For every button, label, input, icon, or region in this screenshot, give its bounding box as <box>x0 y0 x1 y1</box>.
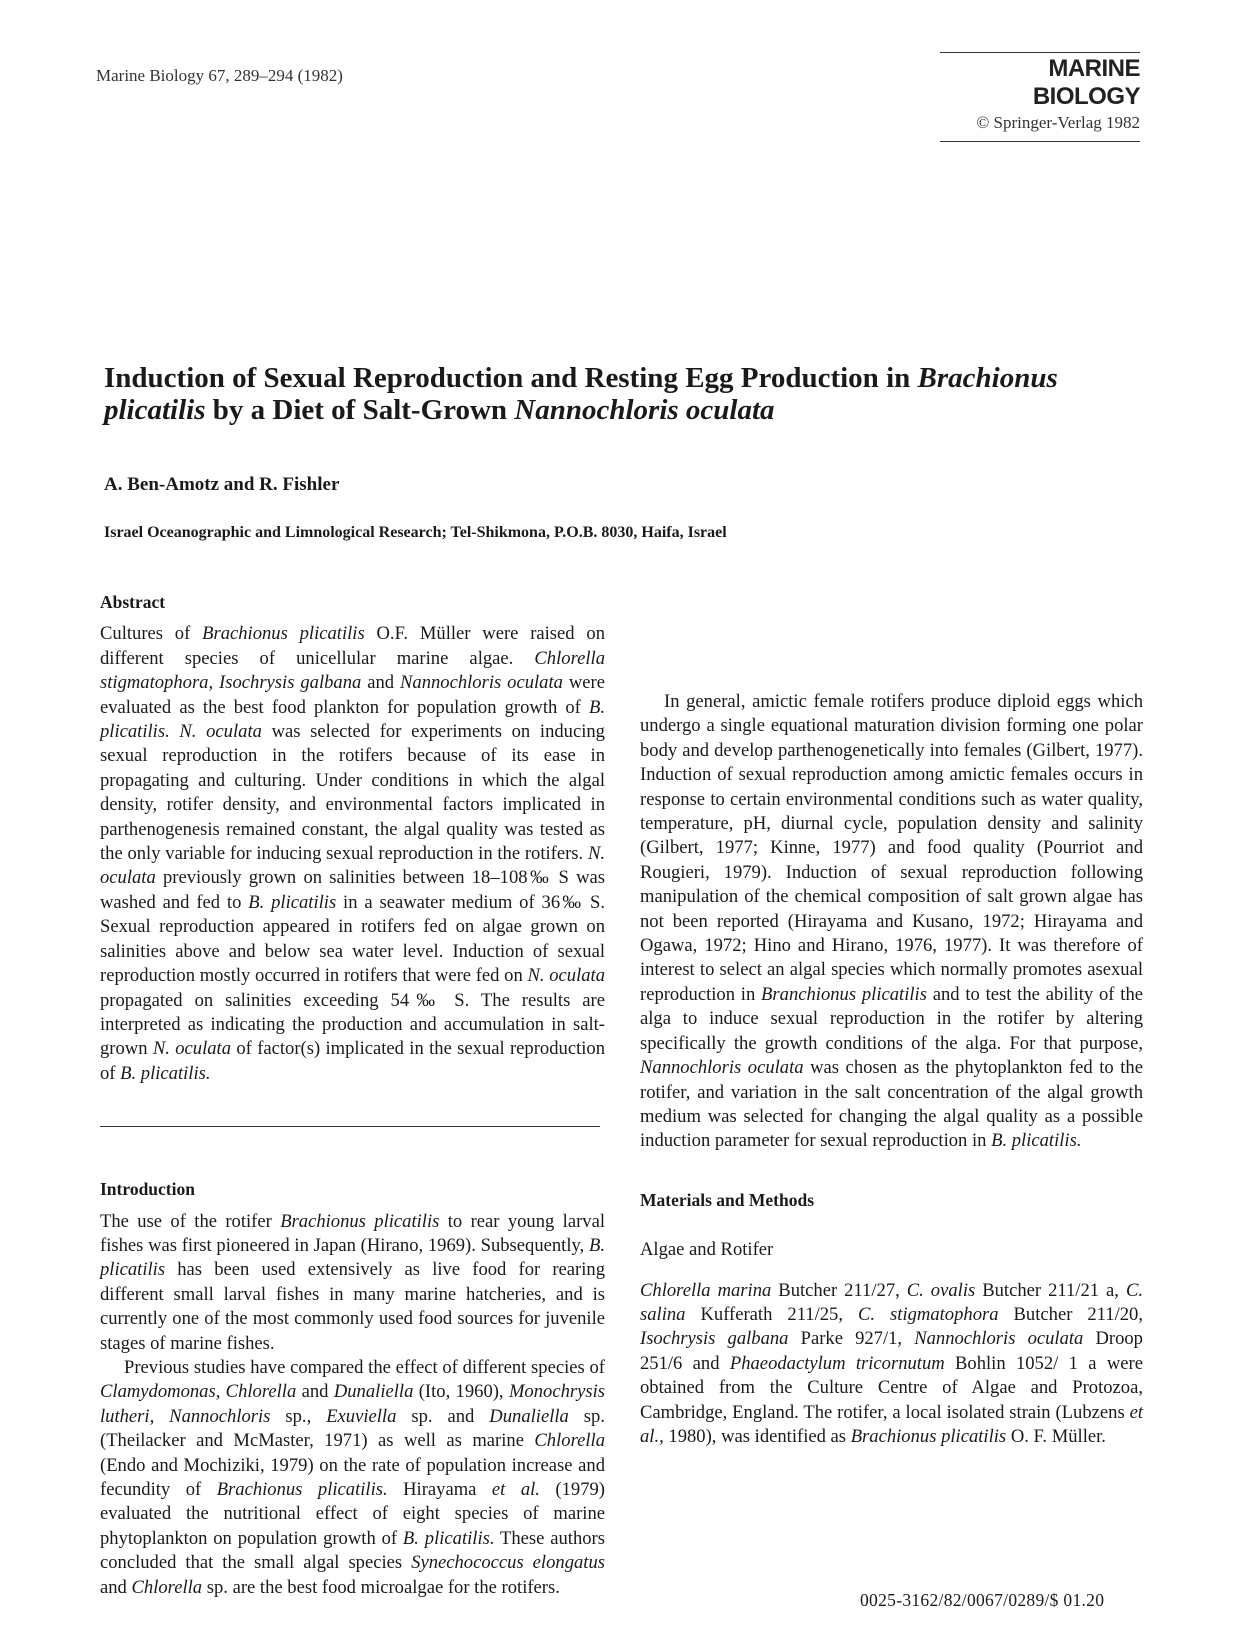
italic-term: Brachionus plicatilis. <box>216 1479 388 1500</box>
italic-term: Chlorella <box>534 1430 605 1452</box>
italic-term: Isochrysis galbana <box>640 1328 789 1350</box>
text-run: Parke 927/1, <box>788 1328 915 1350</box>
text-run: O.F. Müller were raised on different species of unicellular marine algae. <box>100 623 605 669</box>
text-run: Kufferath 211/25, <box>685 1303 858 1325</box>
publisher-copyright: © Springer-Verlag 1982 <box>976 113 1140 132</box>
text-run: 1980), was identified as <box>663 1425 851 1447</box>
abstract-heading: Abstract <box>100 592 166 612</box>
text-run: (1979) evaluated the nutritional effect of eight species of marine phytoplankton on population growth of <box>100 1479 605 1549</box>
text-run: sp. and <box>396 1405 490 1427</box>
italic-term: B. plicatilis. <box>120 1062 211 1084</box>
methods-heading: Materials and Methods <box>640 1189 815 1210</box>
title-text-2: by a Diet of Salt-Grown <box>205 394 515 427</box>
text-run: Hirayama <box>387 1479 492 1500</box>
text-run: O. F. Müller. <box>1006 1425 1106 1447</box>
introduction-paragraph-2-continued <box>640 592 1143 690</box>
methods-subheading: Algae and Rotifer <box>640 1239 774 1261</box>
text-run: previously grown on salinities between 18–108‰ S was washed and fed to <box>100 867 605 913</box>
methods-paragraph-1 <box>640 1279 1143 1450</box>
article-title <box>104 362 1134 427</box>
italic-term: Nannochloris oculata <box>400 672 563 694</box>
italic-term: B. plicatilis. <box>991 1130 1082 1152</box>
italic-term: C. ovalis <box>906 1279 976 1301</box>
italic-term: B. plicatilis <box>100 1234 605 1281</box>
text-run: to rear young larval fishes was first pioneered in Japan (Hirano, 1969). Subsequently, <box>100 1210 605 1256</box>
text-run: These authors concluded that the small algal species <box>100 1527 605 1574</box>
text-run: and <box>296 1381 334 1403</box>
italic-term: Phaeodactylum tricornutum <box>729 1352 945 1374</box>
text-run: and to test the ability of the alga to induce sexual reproduction in the rotifer by altering specifically the growth conditions of the alga. For that purpose, <box>640 983 1144 1054</box>
italic-term: Branchionus plicatilis <box>761 983 927 1005</box>
italic-term: Clamydomonas, Chlorella <box>100 1381 297 1403</box>
italic-term: Dunaliella <box>489 1405 569 1427</box>
italic-term: B. plicatilis. <box>402 1527 495 1549</box>
title-species-1: Brachionus plicatilis <box>104 362 1058 427</box>
text-run: Cultures of <box>100 623 203 645</box>
text-run: and <box>361 672 400 694</box>
text-run: has been used extensively as live food for rearing different small larval fishes in many marine hatcheries, and is currently one of the most commonly used food sources for juvenile stages of marine fishes. <box>100 1259 605 1354</box>
text-run: in a seawater medium of 36‰ S. Sexual reproduction appeared in rotifers fed on algae grown on salinities above and below sea water level. Induction of sexual reproduction mostly occurred in rotifers that were fed on <box>100 891 605 987</box>
text-run: In general, amictic female rotifers produce diploid eggs which undergo a single equational maturation division forming one polar body and develop parthenogenetically into females (Gilbert, 1977). Induction of sexual reproduction among amictic females occurs in response to certain environmental conditions such as water quality, temperature, pH, diurnal cycle, population density and salinity (Gilbert, 1977; Kinne, 1977) and food quality (Pourriot and Rougieri, 1979). Induction of sexual reproduction following manipulation of the chemical composition of salt grown algae has not been reported (Hirayama and Kusano, 1972; Hirayama and Ogawa, 1972; Hino and Hirano, 1976, 1977). It was therefore of interest to select an algal species which normally promotes asexual reproduction in <box>640 691 1143 1005</box>
italic-term: Chlorella marina <box>640 1279 772 1301</box>
italic-term: Nannochloris oculata <box>640 1057 804 1079</box>
italic-term: Nannochloris oculata <box>914 1328 1084 1350</box>
italic-term: Monochrysis lutheri, Nannochloris <box>100 1381 605 1427</box>
italic-term: et al. <box>491 1479 540 1500</box>
left-column <box>100 590 605 1624</box>
text-run: was chosen as the phytoplankton fed to the rotifer, and variation in the salt concentration of the algal growth medium was selected for changing the algal quality as a possible induction parameter for sexual reproduction in <box>640 1057 1143 1152</box>
journal-masthead <box>940 52 1140 142</box>
italic-term: B. plicatilis <box>248 891 337 913</box>
title-text: Induction of Sexual Reproduction and Resting Egg Production in <box>104 362 918 394</box>
right-column <box>640 592 1143 1449</box>
introduction-heading: Introduction <box>100 1179 195 1200</box>
footer-code: 0025-3162/82/0067/0289/$ 01.20 <box>860 1590 1105 1610</box>
text-run: sp., <box>270 1405 327 1427</box>
text-run: were evaluated as the best food plankton for population growth of <box>100 672 605 718</box>
italic-term: C. salina <box>640 1279 1143 1325</box>
journal-name: MARINE BIOLOGY <box>1032 55 1140 110</box>
text-run: propagated on salinities exceeding 54‰ S. The results are interpreted as indicating the production and accumulation in salt-grown <box>100 989 605 1060</box>
italic-term: Chlorella stigmatophora, Isochrysis galbana <box>100 647 605 694</box>
affiliation: Israel Oceanographic and Limnological Research; Tel-Shikmona, P.O.B. 8030, Haifa, Israel <box>104 524 727 541</box>
italic-term: Dunaliella <box>333 1381 414 1403</box>
text-run: was selected for experiments on inducing sexual reproduction in the rotifers because of its ease in propagating and culturing. Under conditions in which the algal density, rotifer density, and environmental factors implicated in parthenogenesis remained constant, the algal quality was tested as the only variable for inducing sexual reproduction in the rotifers. <box>100 721 605 865</box>
title-species-2: Nannochloris oculata <box>514 394 775 427</box>
text-run: of factor(s) implicated in the sexual reproduction of <box>100 1038 605 1084</box>
italic-term: N. oculata <box>152 1038 232 1060</box>
authors: A. Ben-Amotz and R. Fishler <box>104 474 340 495</box>
text-run: Butcher 211/20, <box>998 1303 1143 1325</box>
italic-term: Chlorella <box>131 1576 203 1598</box>
text-run: Previous studies have compared the effect of different species of <box>124 1356 605 1378</box>
text-run: Butcher 211/27, <box>771 1279 907 1301</box>
introduction-paragraph-2 <box>100 1356 605 1624</box>
introduction-paragraph-3 <box>640 690 1143 1154</box>
text-run: sp. are the best food microalgae for the rotifers. <box>202 1576 560 1598</box>
text-run: (Ito, 1960), <box>413 1381 509 1403</box>
text-run: (Endo and Mochiziki, 1979) on the rate of population increase and fecundity of <box>100 1454 605 1500</box>
text-run: Bohlin 1052/ 1 a were obtained from the Culture Centre of Algae and Protozoa, Cambridge, England. The rotifer, a local isolated strain (Lubzens <box>640 1352 1143 1423</box>
italic-term: Brachionus plicatilis <box>202 623 365 645</box>
section-divider <box>100 1126 600 1127</box>
italic-term: Synechococcus elongatus <box>411 1552 605 1574</box>
italic-term: Brachionus plicatilis <box>280 1210 440 1232</box>
introduction-paragraph-1 <box>100 1210 605 1356</box>
text-run: and <box>100 1576 132 1598</box>
italic-term: B. plicatilis. N. oculata <box>100 696 605 743</box>
journal-reference: Marine Biology 67, 289–294 (1982) <box>96 66 343 85</box>
text-run: Butcher 211/21 a, <box>975 1279 1126 1301</box>
italic-term: N. oculata <box>100 843 605 889</box>
text-run: sp. (Theilacker and McMaster, 1971) as well as marine <box>100 1405 605 1452</box>
italic-term: et al., <box>640 1401 1143 1447</box>
text-run: The use of the rotifer <box>100 1210 281 1232</box>
italic-term: N. oculata <box>527 965 605 987</box>
abstract-paragraph <box>100 622 605 1086</box>
italic-term: C. stigmatophora <box>858 1303 999 1325</box>
text-run: Droop 251/6 and <box>640 1328 1143 1374</box>
italic-term: Brachionus plicatilis <box>850 1425 1007 1447</box>
italic-term: Exuviella <box>326 1405 397 1427</box>
